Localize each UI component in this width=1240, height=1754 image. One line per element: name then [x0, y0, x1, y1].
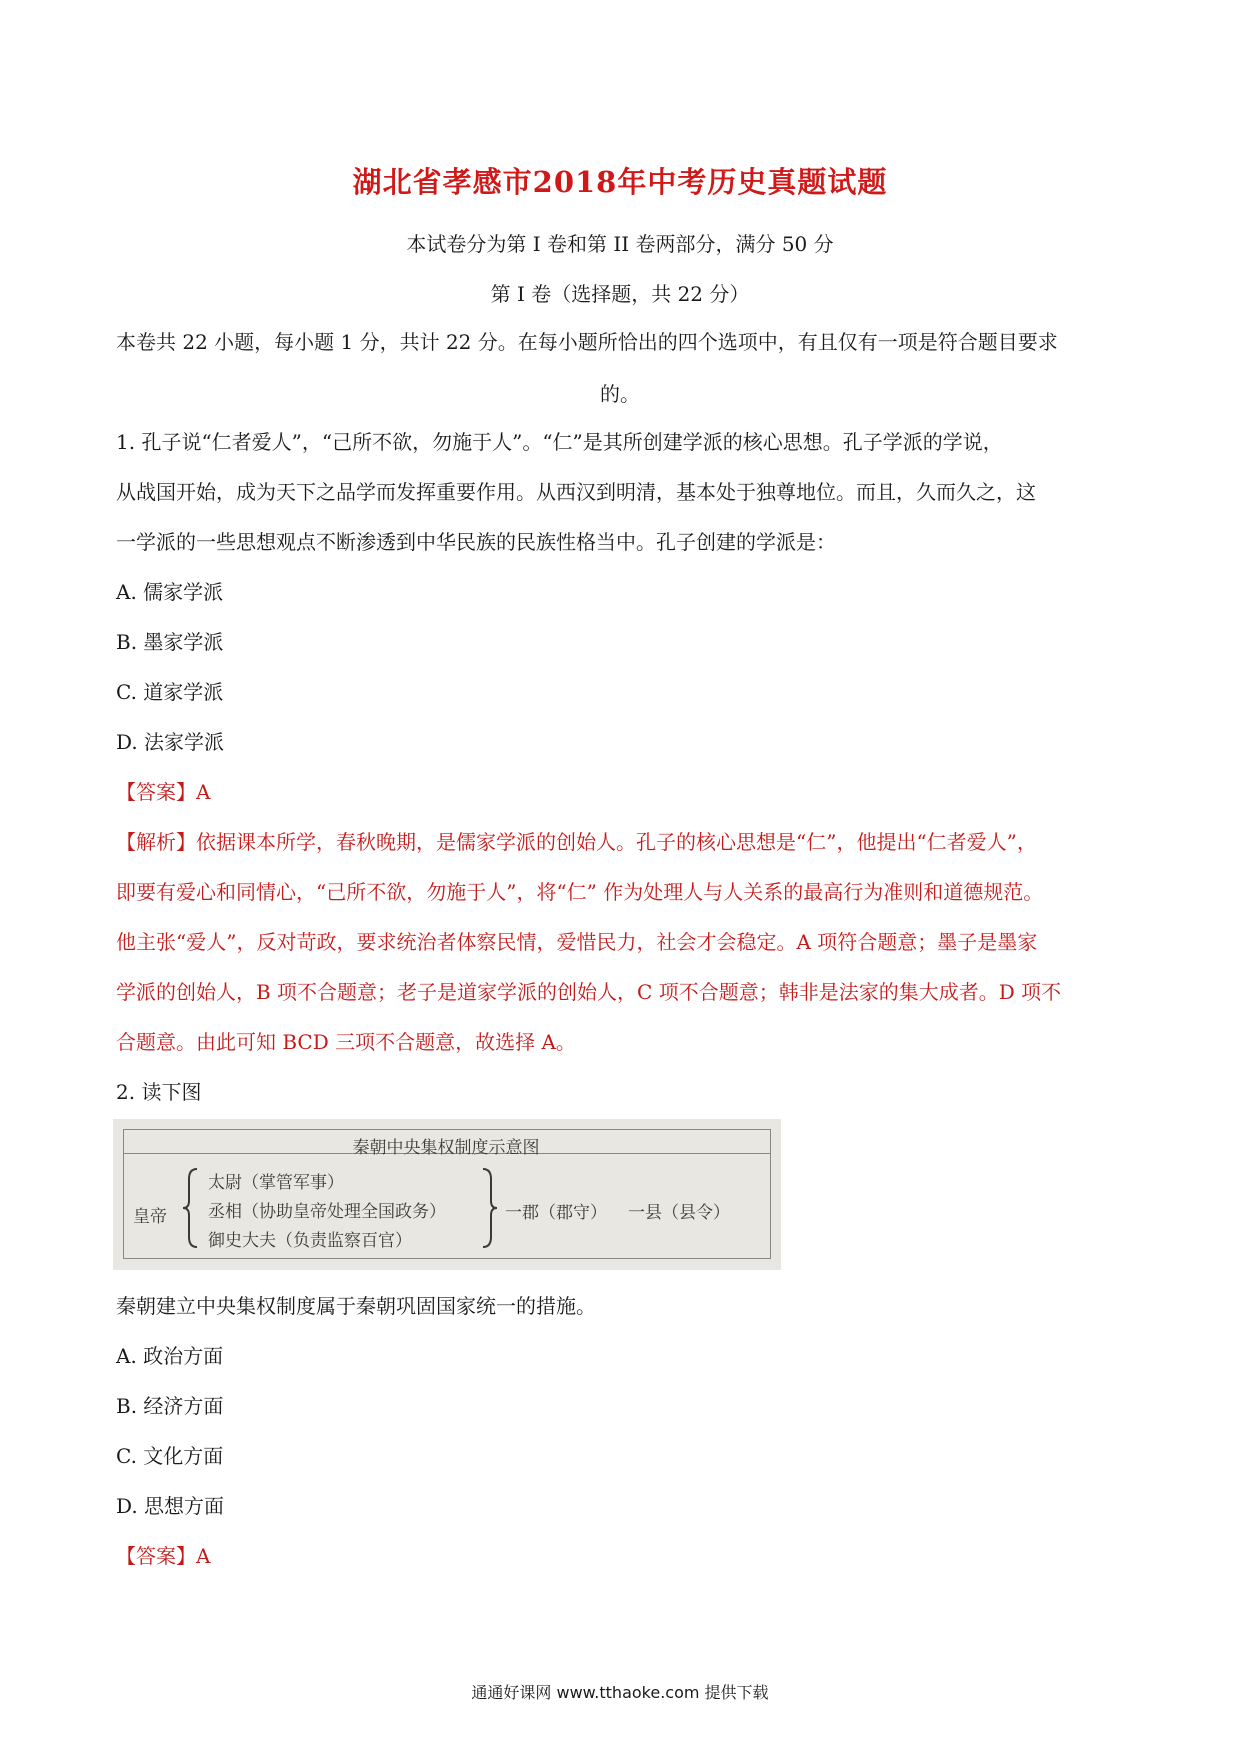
q1-option-b: B. 墨家学派	[116, 630, 224, 654]
q2-text: 秦朝建立中央集权制度属于秦朝巩固国家统一的措施。	[116, 1294, 596, 1318]
page-footer: 通通好课网 www.tthaoke.com 提供下载	[471, 1683, 769, 1702]
diagram-official-yushidafu: 御史大夫（负责监察百官）	[208, 1231, 412, 1251]
q2-option-c: C. 文化方面	[116, 1444, 224, 1468]
diagram-title: 秦朝中央集权制度示意图	[352, 1138, 540, 1158]
diagram-official-chengxiang: 丞相（协助皇帝处理全国政务）	[208, 1202, 446, 1222]
exam-info: 本试卷分为第 I 卷和第 II 卷两部分，满分 50 分	[406, 232, 834, 256]
q1-analysis-line-4: 学派的创始人，B 项不合题意；老子是道家学派的创始人，C 项不合题意；韩非是法家的集大成者。D 项不	[116, 980, 1062, 1004]
left-brace-icon	[181, 1167, 201, 1249]
qin-central-system-diagram	[113, 1119, 781, 1270]
page-title: 湖北省孝感市2018年中考历史真题试题	[352, 165, 888, 199]
q2-option-d: D. 思想方面	[116, 1494, 225, 1518]
section-instructions-end: 的。	[600, 382, 640, 406]
q1-stem-line-3: 一学派的一些思想观点不断渗透到中华民族的民族性格当中。孔子创建的学派是：	[116, 530, 836, 554]
q2-option-a: A. 政治方面	[116, 1344, 224, 1368]
q1-option-a: A. 儒家学派	[116, 580, 224, 604]
section-instructions: 本卷共 22 小题，每小题 1 分，共计 22 分。在每小题所恰出的四个选项中，有且仅有一项是符合题目要求	[116, 330, 1058, 354]
q1-stem-line-2: 从战国开始，成为天下之品学而发挥重要作用。从西汉到明清，基本处于独尊地位。而且，久而久之，这	[116, 480, 1036, 504]
q1-option-c: C. 道家学派	[116, 680, 224, 704]
diagram-commandery: 一郡（郡守）	[505, 1203, 607, 1223]
q1-answer: 【答案】A	[116, 780, 211, 804]
diagram-county: 一县（县令）	[628, 1203, 730, 1223]
q2-stem: 2. 读下图	[116, 1080, 202, 1104]
right-brace-icon	[479, 1167, 499, 1249]
section-heading: 第 I 卷（选择题，共 22 分）	[490, 282, 750, 306]
q2-answer: 【答案】A	[116, 1544, 211, 1568]
diagram-official-taiwei: 太尉（掌管军事）	[208, 1173, 344, 1193]
q1-stem-line-1: 1. 孔子说“仁者爱人”，“己所不欲，勿施于人”。“仁”是其所创建学派的核心思想。孔子学派的学说，	[116, 430, 1003, 454]
q2-option-b: B. 经济方面	[116, 1394, 224, 1418]
q1-analysis-line-3: 他主张“爱人”，反对苛政，要求统治者体察民情，爱惜民力，社会才会稳定。A 项符合题意；墨子是墨家	[116, 930, 1038, 954]
q1-analysis-line-1: 【解析】依据课本所学，春秋晚期，是儒家学派的创始人。孔子的核心思想是“仁”，他提出“仁者爱人”，	[116, 830, 1037, 854]
q1-option-d: D. 法家学派	[116, 730, 225, 754]
q1-analysis-line-5: 合题意。由此可知 BCD 三项不合题意，故选择 A。	[116, 1030, 576, 1054]
q1-analysis-line-2: 即要有爱心和同情心，“己所不欲，勿施于人”，将“仁” 作为处理人与人关系的最高行为准则和道德规范。	[116, 880, 1044, 904]
diagram-emperor: 皇帝	[133, 1207, 167, 1227]
